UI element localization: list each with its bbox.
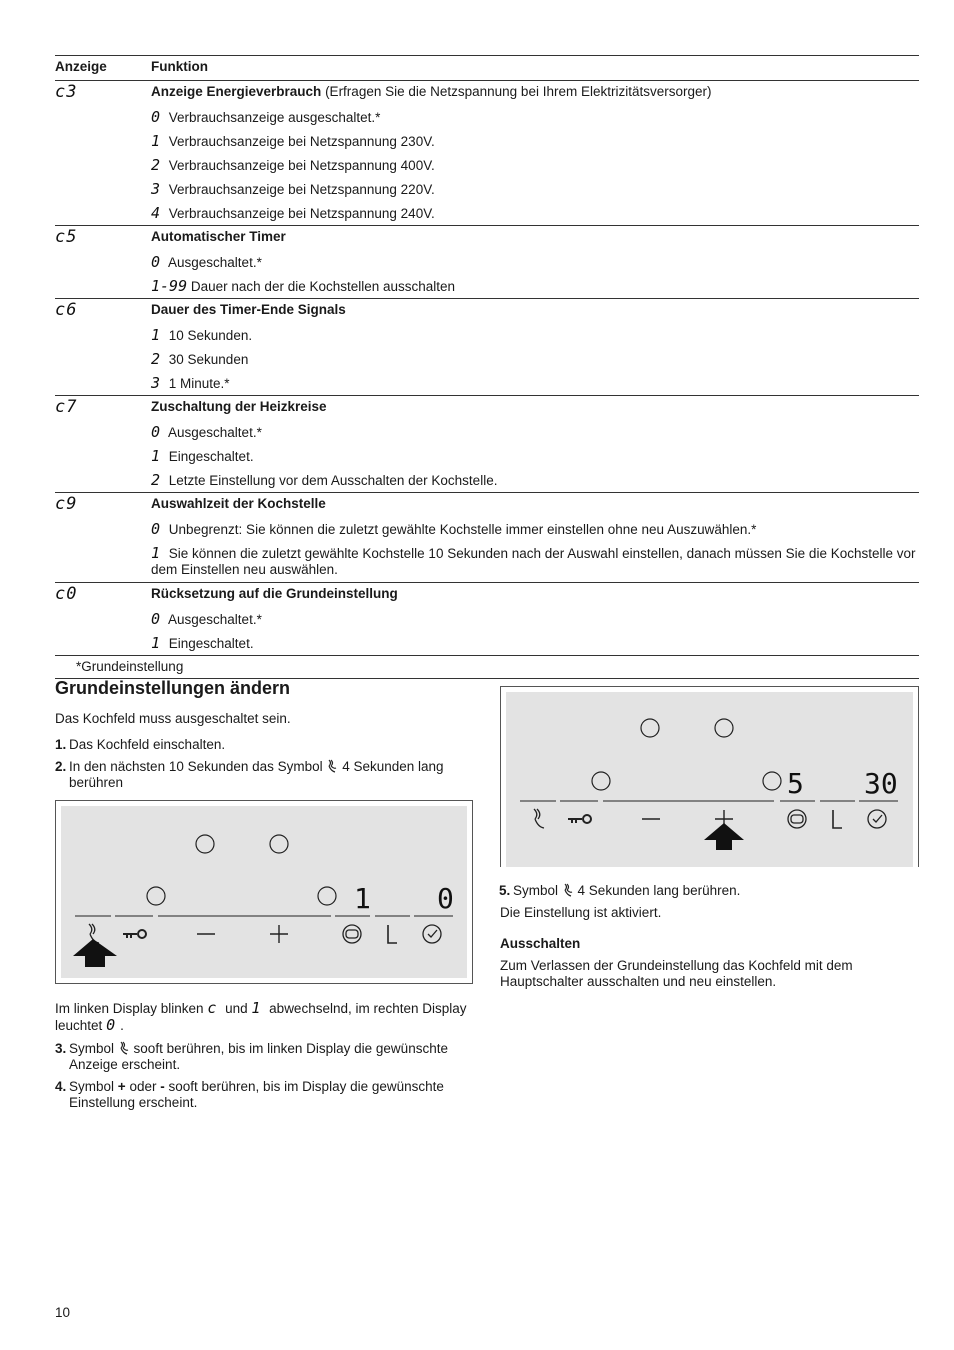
setting-option [151,420,919,444]
option-value: 2 [151,350,161,368]
table-row [55,274,919,299]
setting-option [151,347,919,371]
setting-option [151,323,919,347]
setting-option [151,468,919,492]
setting-option [151,177,919,201]
blink-text: Im linken Display blinken c und 1 abwechselnd, im rechten Display leuchtet 0 . [55,999,467,1034]
table-row [55,153,919,177]
option-value: 1 [151,447,161,465]
option-value: 2 [151,156,161,174]
page-number: 10 [55,1305,71,1320]
setting-heading: Rücksetzung auf die Grundeinstellung [151,586,398,601]
cooking-zone-indicator [196,835,214,853]
col-header-display: Anzeige [55,56,151,81]
lock-l-icon [833,810,842,828]
table-row [55,323,919,347]
plus-symbol: + [117,1079,126,1094]
table-row [55,177,919,201]
power-zone-icon [788,810,806,828]
off-heading: Ausschalten [500,936,581,951]
setting-heading: Automatischer Timer [151,229,286,244]
right-display: 30 [864,767,898,800]
setting-heading: Zuschaltung der Heizkreise [151,399,327,414]
option-text: 1 Minute.* [168,376,230,391]
setting-option [151,129,919,153]
key-icon [123,930,146,938]
cooking-zone-indicator [763,772,781,790]
left-display: 5 [787,767,804,800]
table-row [55,468,919,493]
setting-code: c5 [55,227,78,247]
option-value: 2 [151,471,161,489]
option-text: 30 Sekunden [168,352,249,367]
table-row [55,105,919,129]
setting-code: c7 [55,397,78,417]
hand-touch-icon [562,883,574,897]
option-text: Letzte Einstellung vor dem Ausschalten der Kochstelle. [168,473,498,488]
setting-option [151,371,919,395]
panel-graphic-left [61,806,467,978]
segment-glyph: 1 [251,999,261,1017]
setting-option [151,517,919,541]
col-header-function: Funktion [151,56,919,81]
cooking-zone-indicator [592,772,610,790]
option-text: Eingeschaltet. [168,449,254,464]
option-value: 0 [151,520,161,538]
setting-code: c0 [55,584,78,604]
step-4: 4. Symbol + oder - sooft berühren, bis im Display die gewünschte Einstellung erscheint. [55,1079,444,1110]
table-row [55,493,919,518]
timer-icon [423,925,441,943]
option-text: Unbegrenzt: Sie können die zuletzt gewählte Kochstelle immer einstellen ohne neu Auszuwählen.* [168,522,757,537]
cooking-zone-indicator [147,887,165,905]
off-text: Zum Verlassen der Grundeinstellung das Kochfeld mit dem Hauptschalter ausschalten und neu einstellen. [500,958,853,989]
footnote: *Grundeinstellung [55,655,919,679]
panel-graphic-right [506,692,913,867]
table-row [55,517,919,541]
step-2: 2. In den nächsten 10 Sekunden das Symbol 4 Sekunden lang berühren [55,759,444,790]
cooking-zone-indicator [318,887,336,905]
option-value: 4 [151,204,161,222]
segment-glyph: 0 [106,1016,116,1034]
table-row [55,371,919,396]
intro-text: Das Kochfeld muss ausgeschaltet sein. [55,711,291,726]
hand-touch-icon [534,809,544,828]
option-value: 0 [151,108,161,126]
table-row [55,541,919,583]
option-text: Ausgeschaltet.* [168,255,262,270]
cooking-zone-indicator [641,719,659,737]
option-text: Ausgeschaltet.* [168,612,262,627]
option-value: 1 [151,132,161,150]
option-value: 3 [151,180,161,198]
setting-heading: Dauer des Timer-Ende Signals [151,302,346,317]
table-row [55,583,919,608]
power-zone-icon [343,925,361,943]
option-text: Verbrauchsanzeige ausgeschaltet.* [168,110,381,125]
table-row [55,226,919,251]
setting-option [151,541,919,582]
option-value: 0 [151,610,161,628]
settings-table [55,55,919,679]
setting-option [151,607,919,631]
key-icon [568,815,591,823]
setting-option [151,444,919,468]
option-text: Eingeschaltet. [168,636,254,651]
table-row [55,201,919,226]
section-title: Grundeinstellungen ändern [55,678,291,698]
control-panel-left [55,800,473,984]
option-value: 1 [151,634,161,652]
minus-symbol: - [160,1079,165,1094]
table-row [55,631,919,655]
step-3: 3. Symbol sooft berühren, bis im linken Display die gewünschte Anzeige erscheint. [55,1041,448,1072]
setting-option [151,631,919,655]
option-text: Dauer nach der die Kochstellen ausschalten [190,279,456,294]
table-row [55,396,919,421]
option-text: Sie können die zuletzt gewählte Kochstelle 10 Sekunden nach der Auswahl einstellen, danach müssen Sie die Kochstelle vor dem Einstellen neu auswählen. [151,546,916,577]
cooking-zone-indicator [270,835,288,853]
activated-text: Die Einstellung ist aktiviert. [500,905,662,920]
left-display: 1 [354,882,371,915]
option-text: Verbrauchsanzeige bei Netzspannung 240V. [168,206,435,221]
setting-code: c3 [55,82,78,102]
control-panel-right [500,686,919,867]
right-display: 0 [437,882,454,915]
hand-touch-icon [118,1041,130,1055]
option-text: Verbrauchsanzeige bei Netzspannung 400V. [168,158,435,173]
option-value: 1-99 [151,277,188,295]
table-row [55,607,919,631]
step-1: 1. Das Kochfeld einschalten. [55,737,226,752]
table-row [55,420,919,444]
option-value: 0 [151,253,161,271]
setting-option [151,201,919,225]
option-value: 1 [151,326,161,344]
setting-option [151,250,919,274]
option-text: Verbrauchsanzeige bei Netzspannung 230V. [168,134,435,149]
setting-option [151,274,919,298]
arrow-up-icon [704,823,744,850]
cooking-zone-indicator [715,719,733,737]
table-row [55,444,919,468]
setting-heading: Auswahlzeit der Kochstelle [151,496,326,511]
setting-code: c9 [55,494,78,514]
table-row [55,347,919,371]
option-text: Ausgeschaltet.* [168,425,262,440]
arrow-up-icon [73,939,117,967]
table-row [55,299,919,324]
hand-touch-icon [326,759,338,773]
lock-l-icon [388,925,397,943]
setting-code: c6 [55,300,78,320]
table-row [55,250,919,274]
setting-heading: Anzeige Energieverbrauch (Erfragen Sie die Netzspannung bei Ihrem Elektrizitätsversorger) [151,84,712,99]
setting-option [151,105,919,129]
option-value: 3 [151,374,161,392]
segment-glyph: c [207,999,217,1017]
setting-option [151,153,919,177]
plus-icon [270,925,288,943]
option-value: 1 [151,544,161,562]
step-5: 5. Symbol 4 Sekunden lang berühren. [499,883,741,898]
option-value: 0 [151,423,161,441]
option-text: Verbrauchsanzeige bei Netzspannung 220V. [168,182,435,197]
option-text: 10 Sekunden. [168,328,253,343]
table-row [55,81,919,106]
table-row [55,129,919,153]
timer-icon [868,810,886,828]
